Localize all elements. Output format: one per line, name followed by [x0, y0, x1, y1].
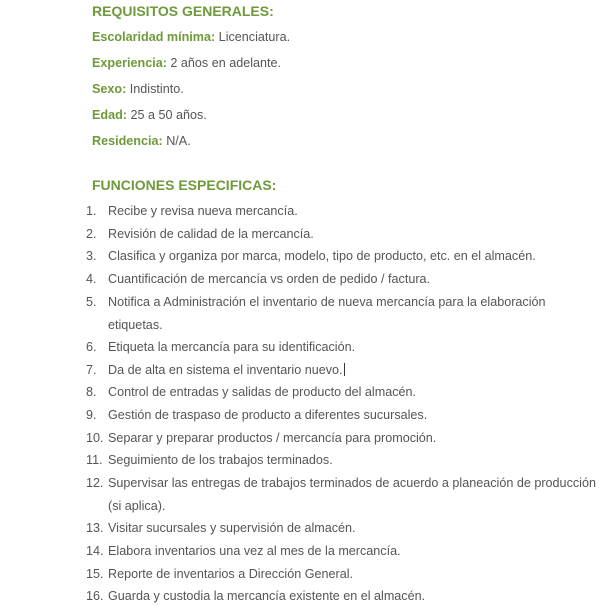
funciones-heading: FUNCIONES ESPECIFICAS: — [92, 177, 277, 193]
req-value: Indistinto. — [126, 82, 184, 96]
list-number: 15. — [86, 567, 104, 581]
req-value: 25 a 50 años. — [126, 108, 207, 122]
req-label: Edad: — [92, 108, 127, 122]
req-edad — [92, 108, 207, 122]
list-text: Seguimiento de los trabajos terminados. — [108, 453, 333, 467]
req-value: N/A. — [162, 134, 191, 148]
list-text: Guarda y custodia la mercancía existente en el almacén. — [108, 589, 426, 603]
list-text-line-1: Notifica a Administración el inventario de nueva mercancía para la elaboración — [108, 295, 546, 309]
list-number: 8. — [86, 385, 97, 399]
list-text: Da de alta en sistema el inventario nuevo. — [108, 363, 343, 377]
list-number: 13. — [86, 521, 104, 535]
req-escolaridad — [92, 30, 290, 44]
list-number: 4. — [86, 272, 97, 286]
requisitos-heading: REQUISITOS GENERALES: — [92, 3, 274, 19]
list-number: 6. — [86, 340, 97, 354]
text-cursor — [344, 363, 345, 376]
list-text: Separar y preparar productos / mercancía para promoción. — [108, 431, 437, 445]
req-residencia — [92, 134, 191, 148]
list-text: Control de entradas y salidas de producto del almacén. — [108, 385, 417, 399]
list-text: Recibe y revisa nueva mercancía. — [108, 204, 298, 218]
list-text-line-2: (si aplica). — [108, 499, 166, 513]
list-text: Clasifica y organiza por marca, modelo, tipo de producto, etc. en el almacén. — [108, 249, 536, 263]
list-number: 9. — [86, 408, 97, 422]
list-number: 1. — [86, 204, 97, 218]
req-label: Experiencia: — [92, 56, 167, 70]
req-sexo — [92, 82, 184, 96]
list-number: 12. — [86, 476, 104, 490]
list-number: 16. — [86, 589, 104, 603]
list-text: Reporte de inventarios a Dirección General. — [108, 567, 354, 581]
list-text: Elabora inventarios una vez al mes de la mercancía. — [108, 544, 401, 558]
list-number: 14. — [86, 544, 104, 558]
list-number: 5. — [86, 295, 97, 309]
list-number: 10. — [86, 431, 104, 445]
req-label: Sexo: — [92, 82, 127, 96]
list-text: Etiqueta la mercancía para su identificación. — [108, 340, 356, 354]
list-text-line-1: Supervisar las entregas de trabajos terminados de acuerdo a planeación de producción — [108, 476, 596, 490]
list-text: Visitar sucursales y supervisión de almacén. — [108, 521, 356, 535]
list-number: 2. — [86, 227, 97, 241]
req-experiencia — [92, 56, 281, 70]
list-number: 11. — [86, 453, 103, 467]
list-text: Gestión de traspaso de producto a diferentes sucursales. — [108, 408, 428, 422]
list-number: 7. — [86, 363, 97, 377]
req-value: 2 años en adelante. — [166, 56, 282, 70]
req-value: Licenciatura. — [215, 30, 291, 44]
list-number: 3. — [86, 249, 97, 263]
list-text: Cuantificación de mercancía vs orden de pedido / factura. — [108, 272, 431, 286]
req-label: Escolaridad mínima: — [92, 30, 216, 44]
list-text-line-2: etiquetas. — [108, 318, 163, 332]
list-text-with-caret[interactable] — [108, 359, 606, 382]
list-text: Revisión de calidad de la mercancía. — [108, 227, 314, 241]
req-label: Residencia: — [92, 134, 163, 148]
